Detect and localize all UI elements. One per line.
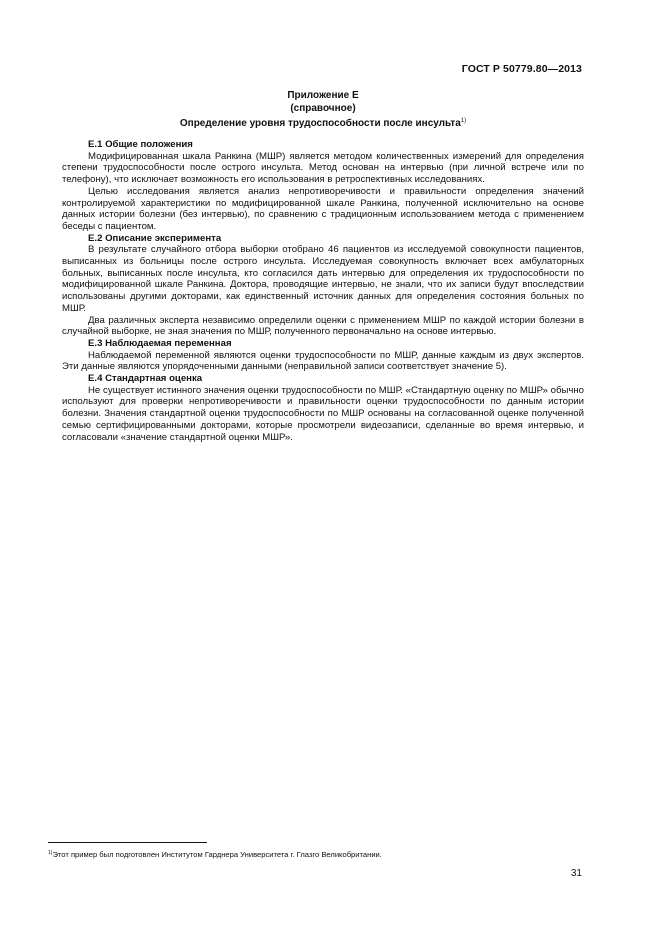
appendix-label: Приложение Е [287,90,359,101]
appendix-title-block [62,89,584,130]
paragraph: Целью исследования является анализ непротиворечивости и правильности определения значений контролируемой характеристики по модифицированной шкале Ранкина, полученной исключительно на основе данных истории болезни (без интервью), по сравнению с традиционным использованием метода с применением беседы с пациентом. [62,185,584,232]
section-heading-e1: Е.1 Общие положения [88,139,193,150]
page-number: 31 [570,868,582,879]
paragraph: Наблюдаемой переменной являются оценки трудоспособности по МШР, данные каждым из двух экспертов. Эти данные являются упорядоченными данными (неправильной записи соответствует значение 5). [62,349,584,373]
appendix-type: (справочное) [290,103,356,114]
section-heading-e3: Е.3 Наблюдаемая переменная [88,337,232,349]
footnote-separator [48,842,207,843]
footnote-text: Этот пример был подготовлен Институтом Гарднера Университета г. Глазго Великобритании. [52,850,382,859]
appendix-heading-text: Определение уровня трудоспособности после инсульта [179,118,461,129]
appendix-heading [62,115,584,130]
paragraph: Модифицированная шкала Ранкина (МШР) является методом количественных измерений для определения степени трудоспособности после острого инсульта. Метод основан на интервью (при личной встрече или по телефону), что исключает возможность его использования в ретроспективных исследованиях. [62,150,584,186]
paragraph: В результате случайного отбора выборки отобрано 46 пациентов из исследуемой совокупности пациентов, выписанных из больницы после острого инсульта. Исследуемая совокупность включает всех амбулаторных больных, выписанных после инсульта, кто согласился дать интервью для определения их трудоспособности по модифицированной шкале Ранкина. Доктора, проводящие интервью, не знали, что их записи будут впоследствии использованы другими докторами, как единственный источник данных для определения состояния больных по МШР. [62,244,584,314]
document-body [62,139,584,443]
footnote-reference: 1) [460,118,467,124]
paragraph: Два различных эксперта независимо определили оценки с применением МШР по каждой истории болезни в случайной выборке, не зная значения по МШР, полученного первоначально на основе интервью. [62,314,584,338]
standard-code-header: ГОСТ Р 50779.80—2013 [461,63,582,75]
section-heading-e4: Е.4 Стандартная оценка [88,373,203,385]
section-heading-e2: Е.2 Описание эксперимента [88,232,222,244]
paragraph: Не существует истинного значения оценки трудоспособности по МШР. «Стандартную оценку по МШР» обычно используют для проверки непротиворечивости и правильности оценки трудоспособности по данным истории болезни. Значения стандартной оценки трудоспособности по МШР основаны на согласованной оценке полученной семью сертифицированными докторами, которые просмотрели видеозаписи, сделанные во время интервью, и согласовали «значение стандартной оценки МШР». [62,384,584,443]
footnote-mark: 1) [48,850,53,856]
footnote [48,848,382,860]
